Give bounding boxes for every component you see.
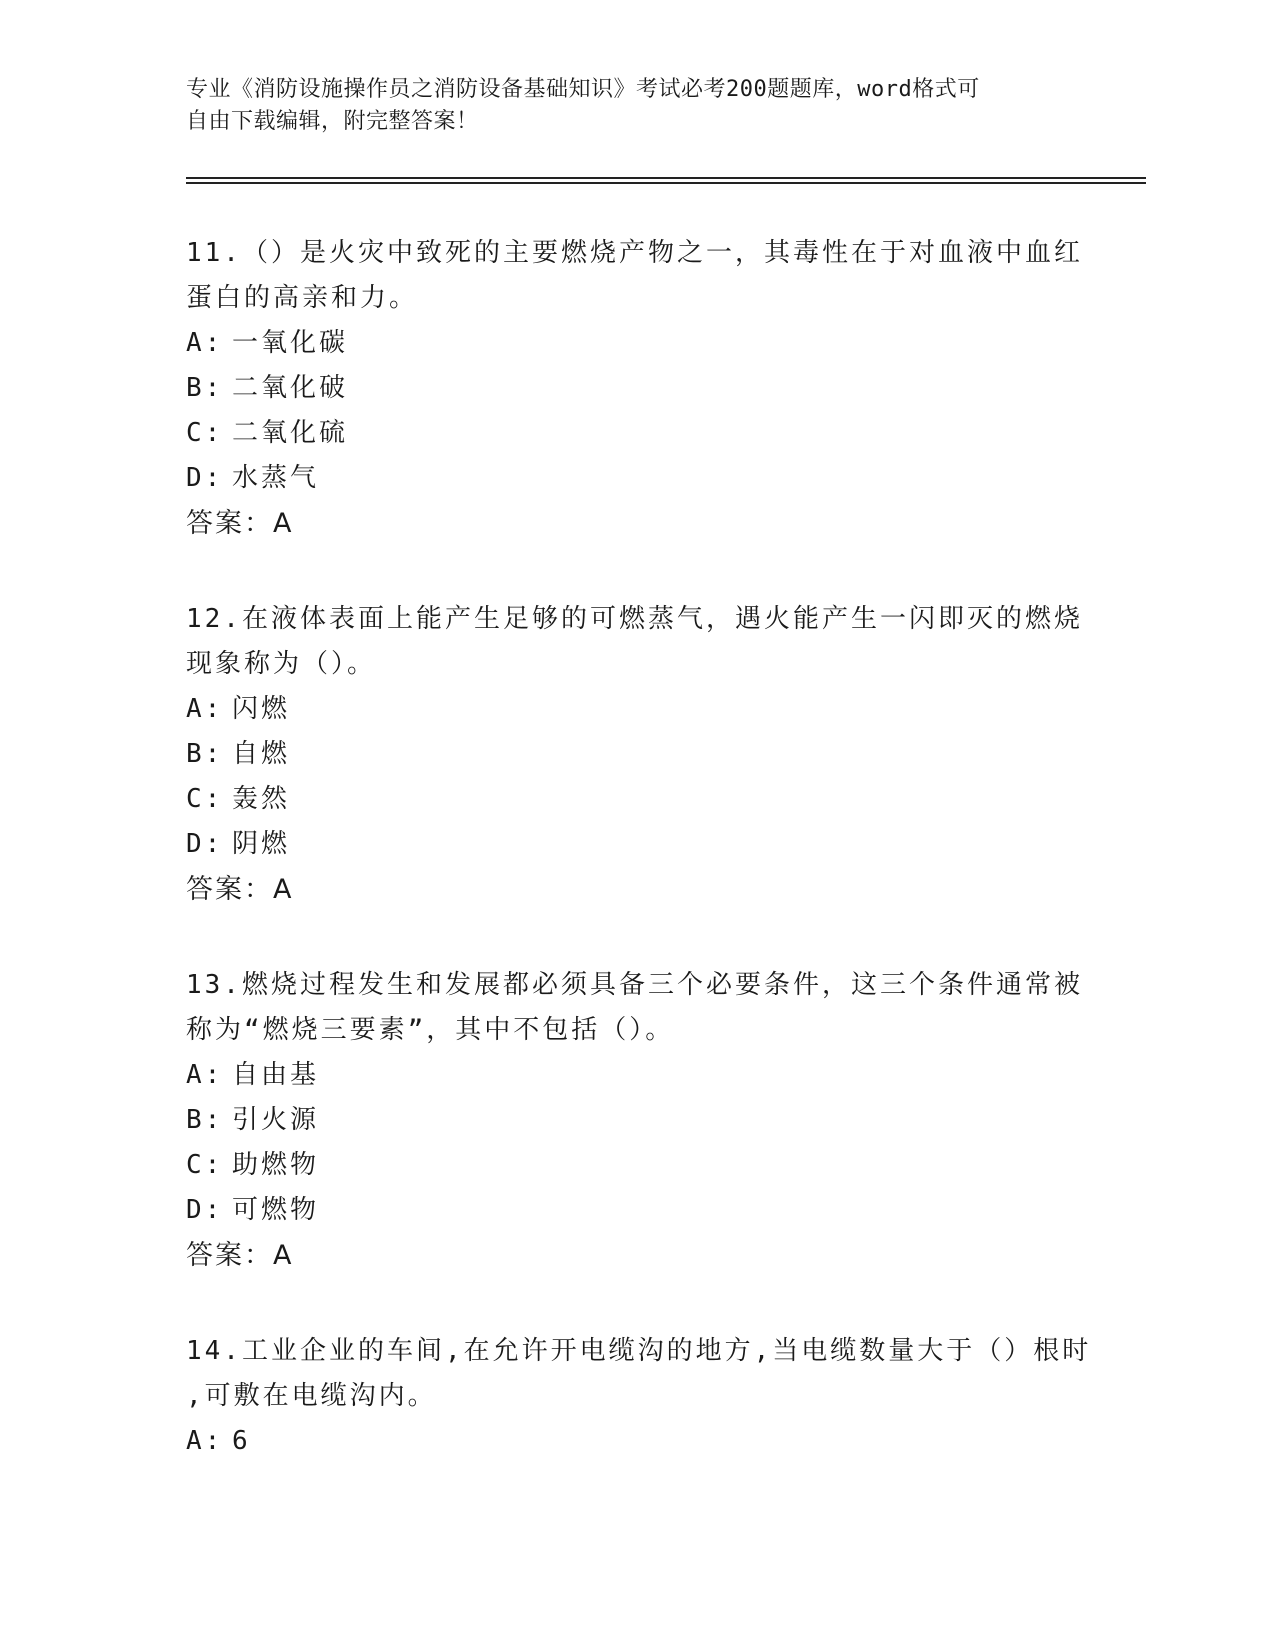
option-text: 自由基 bbox=[232, 1060, 320, 1090]
option-key: A: bbox=[186, 1426, 224, 1456]
option-key: C: bbox=[186, 1150, 224, 1180]
option-c bbox=[186, 1143, 1086, 1188]
answer-line: 答案：A bbox=[186, 1240, 294, 1271]
stem-line: 13.燃烧过程发生和发展都必须具备三个必要条件，这三个条件通常被 bbox=[186, 970, 1083, 1000]
option-a bbox=[186, 687, 1086, 732]
stem-line: ,可敷在电缆沟内。 bbox=[186, 1381, 437, 1411]
header-line-1: 专业《消防设施操作员之消防设备基础知识》考试必考200题题库，word格式可 bbox=[186, 77, 980, 102]
question-11 bbox=[186, 231, 1086, 546]
option-text: 可燃物 bbox=[232, 1195, 320, 1225]
header-line-2: 自由下载编辑，附完整答案！ bbox=[186, 109, 479, 134]
option-a bbox=[186, 321, 1086, 366]
option-text: 引火源 bbox=[232, 1105, 320, 1135]
option-text: 助燃物 bbox=[232, 1150, 320, 1180]
option-b bbox=[186, 1098, 1086, 1143]
option-key: C: bbox=[186, 784, 224, 814]
question-stem bbox=[186, 231, 1086, 321]
stem-line: 蛋白的高亲和力。 bbox=[186, 283, 419, 313]
option-text: 6 bbox=[232, 1426, 251, 1456]
stem-line: 11.（）是火灾中致死的主要燃烧产物之一，其毒性在于对血液中血红 bbox=[186, 238, 1083, 268]
option-b bbox=[186, 732, 1086, 777]
stem-line: 12.在液体表面上能产生足够的可燃蒸气，遇火能产生一闪即灭的燃烧 bbox=[186, 604, 1083, 634]
option-c bbox=[186, 777, 1086, 822]
option-key: A: bbox=[186, 694, 224, 724]
option-key: B: bbox=[186, 373, 224, 403]
header-divider-bottom bbox=[186, 182, 1146, 184]
option-text: 一氧化碳 bbox=[232, 328, 349, 358]
option-key: D: bbox=[186, 463, 224, 493]
option-a bbox=[186, 1419, 1086, 1464]
option-text: 自燃 bbox=[232, 739, 291, 769]
header-divider-top bbox=[186, 177, 1146, 179]
option-text: 二氧化破 bbox=[232, 373, 349, 403]
option-d bbox=[186, 1188, 1086, 1233]
option-text: 二氧化硫 bbox=[232, 418, 349, 448]
option-key: D: bbox=[186, 1195, 224, 1225]
stem-line: 称为“燃烧三要素”，其中不包括（）。 bbox=[186, 1015, 675, 1045]
option-key: B: bbox=[186, 1105, 224, 1135]
question-13 bbox=[186, 963, 1086, 1278]
option-text: 闪燃 bbox=[232, 694, 291, 724]
option-key: B: bbox=[186, 739, 224, 769]
option-c bbox=[186, 411, 1086, 456]
answer-line: 答案：A bbox=[186, 874, 294, 905]
option-key: A: bbox=[186, 1060, 224, 1090]
question-list bbox=[186, 231, 1092, 1515]
option-text: 轰然 bbox=[232, 784, 291, 814]
option-text: 阴燃 bbox=[232, 829, 291, 859]
option-key: A: bbox=[186, 328, 224, 358]
option-d bbox=[186, 456, 1086, 501]
option-text: 水蒸气 bbox=[232, 463, 320, 493]
option-key: D: bbox=[186, 829, 224, 859]
answer-line: 答案：A bbox=[186, 508, 294, 539]
document-header bbox=[186, 74, 1066, 138]
question-stem bbox=[186, 597, 1086, 687]
question-stem bbox=[186, 963, 1086, 1053]
question-12 bbox=[186, 597, 1086, 912]
option-a bbox=[186, 1053, 1086, 1098]
option-b bbox=[186, 366, 1086, 411]
stem-line: 现象称为（）。 bbox=[186, 649, 377, 679]
option-key: C: bbox=[186, 418, 224, 448]
stem-line: 14.工业企业的车间,在允许开电缆沟的地方,当电缆数量大于（）根时 bbox=[186, 1336, 1092, 1366]
option-d bbox=[186, 822, 1086, 867]
question-stem bbox=[186, 1329, 1092, 1419]
question-14 bbox=[186, 1329, 1092, 1464]
